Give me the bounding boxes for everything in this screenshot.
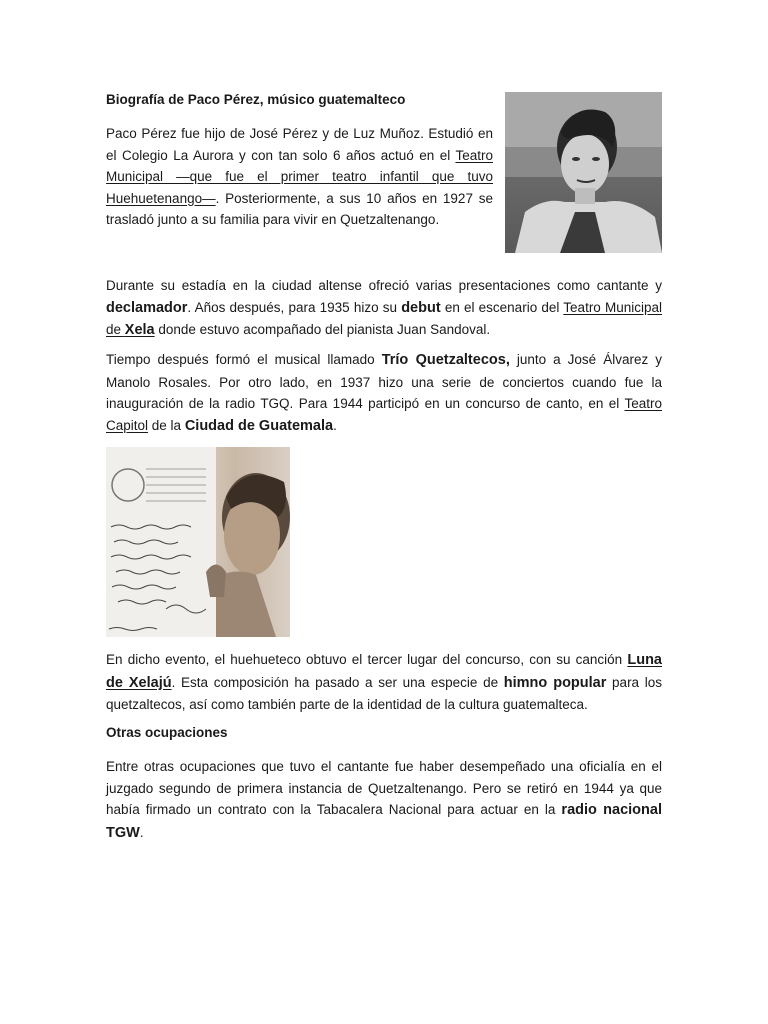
bold-himno-popular: himno popular — [503, 674, 607, 691]
text-span: donde estuvo acompañado del pianista Juan Sandoval. — [154, 322, 491, 337]
paragraph-1 — [106, 123, 493, 231]
link-text-bold: Luna de Xelajú — [106, 652, 662, 691]
text-span: para los quetzaltecos, así como también parte de la identidad de la cultura guatemalteca. — [106, 674, 662, 712]
link-text-bold: Xela — [124, 322, 155, 338]
text-span: Tiempo después formó el musical llamado — [106, 352, 382, 367]
article-title: Biografía de Paco Pérez, músico guatemalteco — [106, 92, 406, 107]
link-text: Teatro Municipal de — [106, 299, 663, 337]
text-span: Paco Pérez fue hijo de José Pérez y de Luz Muñoz. Estudió en el Colegio La Aurora y con tan solo 6 años actuó en el — [106, 126, 493, 163]
text-span: . — [139, 824, 144, 840]
link-teatro-municipal-huehuetenango[interactable]: Teatro Municipal —que fue el primer teatro infantil que tuvo Huehuetenango— — [106, 147, 493, 206]
portrait-photo — [505, 92, 662, 253]
bold-radio-nacional-tgw: radio nacional TGW — [106, 802, 662, 841]
text-span: En dicho evento, el huehueteco obtuvo el tercer lugar del concurso, con su canción — [106, 652, 628, 667]
paragraph-2 — [106, 275, 662, 342]
text-span: junto a José Álvarez y Manolo Rosales. Por otro lado, en 1937 hizo una serie de conciertos cuando fue la inauguración de la radio TGQ. Para 1944 participó en un concurso de canto, en el — [106, 352, 662, 411]
bold-trio-quetzaltecos: Trío Quetzaltecos, — [381, 352, 510, 368]
text-span: . Años después, para 1935 hizo su — [187, 299, 402, 315]
bold-ciudad-de-guatemala: Ciudad de Guatemala — [184, 417, 334, 434]
text-span: en el escenario del — [440, 299, 564, 315]
document-and-portrait-photo — [106, 447, 290, 637]
text-span: . Posteriormente, a sus 10 años en 1927 se trasladó junto a su familia para vivir en Quetzaltenango. — [106, 190, 493, 227]
text-span: Durante su estadía en la ciudad altense ofreció varias presentaciones como cantante y — [106, 278, 662, 293]
section-heading-otras-ocupaciones: Otras ocupaciones — [106, 725, 228, 740]
paragraph-3 — [106, 349, 662, 437]
link-teatro-capitol[interactable]: Teatro Capitol — [106, 396, 662, 433]
text-span: Entre otras ocupaciones que tuvo el cantante fue haber desempeñado una oficialía en el juzgado segundo de primera instancia de Quetzaltenango. Pero se retiró en 1944 ya que había firmado un contrato con la Tabacalera Nacional para actuar en la — [106, 759, 662, 817]
bold-debut: debut — [401, 299, 441, 316]
text-span: . — [333, 417, 337, 433]
paragraph-5 — [106, 756, 662, 844]
text-span: . Esta composición ha pasado a ser una especie de — [171, 674, 504, 690]
paragraph-4 — [106, 649, 662, 716]
bold-declamador: declamador — [106, 299, 188, 316]
text-span: de la — [148, 417, 185, 433]
